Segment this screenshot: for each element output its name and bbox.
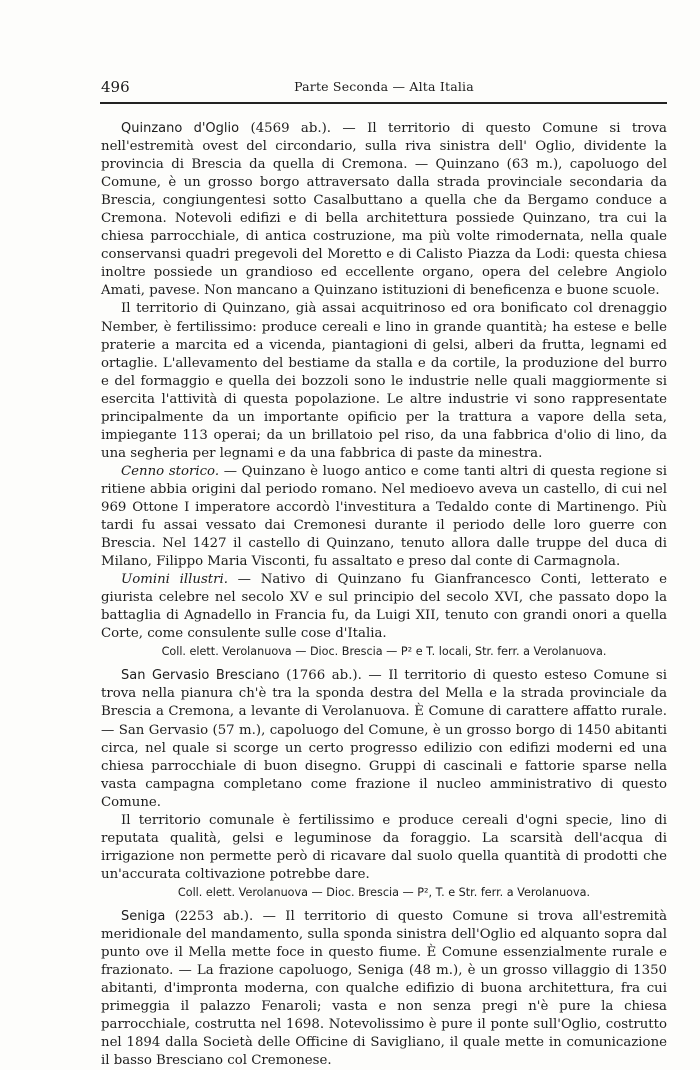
- paragraph-caption: Cenno storico.: [121, 463, 220, 479]
- section-paragraph: [101, 300, 667, 462]
- section-paragraph: [101, 812, 667, 884]
- section-paragraph: [101, 667, 667, 811]
- paragraph-text: (2253 ab.). — Il territorio di questo Comune si trova all'estremità meridionale del mandamento, sulla sponda sinistra dell'Oglio ed alquanto sopra dal punto ove il Mella mette foce in questo fiume. È Comune essenzialmente rurale e frazionato. — La frazione capoluogo, Seniga (48 m.), è un grosso villaggio di 1350 abitanti, d'impronta moderna, con qualche edifizio di buona architettura, fra cui primeggia il palazzo Fenaroli; vasta e non senza pregi n'è pure la chiesa parrocchiale, costrutta nel 1698. Notevolissimo è pure il ponte sull'Oglio, costrutto nel 1894 dalla Società delle Officine di Savigliano, il quale mette in comunicazione il basso Bresciano col Cremonese.: [101, 908, 667, 1069]
- paragraph-caption: Uomini illustri.: [121, 572, 228, 588]
- section-paragraph: [101, 908, 667, 1070]
- section-paragraph: [101, 463, 667, 571]
- paragraph-text: — Nativo di Quinzano fu Gianfrancesco Conti, letterato e giurista celebre nel secolo XV e sul principio del secolo XVI, che passato dopo la battaglia di Agnadello in Francia fu, da Luigi XII, tenuto con grandi onori a quella Corte, come consulente sulle cose d'Italia.: [101, 572, 667, 642]
- section-paragraph: [101, 120, 667, 300]
- paragraph-text: (4569 ab.). — Il territorio di questo Comune si trova nell'estremità ovest del circondario, sulla riva sinistra dell' Oglio, dividente la provincia di Brescia da quella di Cremona. — Quinzano (63 m.), capoluogo del Comune, è un grosso borgo attraversato dalla strada provinciale secondaria da Brescia, congiungentesi sotto Casalbuttano a quella che da Bergamo conduce a Cremona. Notevoli edifizi e di bella architettura possiede Quinzano, tra cui la chiesa parrocchiale, di antica costruzione, ma più volte rimodernata, nella quale conservansi quadri pregevoli del Moretto e di Calisto Piazza da Lodi: questa chiesa inoltre possiede un grandioso ed eccellente organo, opera del celebre Angiolo Amati, pavese. Non mancano a Quinzano istituzioni di beneficenza e buone scuole.: [101, 121, 667, 299]
- paragraph-text: — Quinzano è luogo antico e come tanti altri di questa regione si ritiene abbia origini dal periodo romano. Nel medioevo aveva un castello, di cui nel 969 Ottone I imperatore accordò l'investitura a Tedaldo conte di Martinengo. Più tardi fu assai vessato dai Cremonesi durante il periodo delle loro guerre con Brescia. Nel 1427 il castello di Quinzano, tenuto allora dalle truppe del duca di Milano, Filippo Maria Visconti, fu assaltato e preso dal conte di Carmagnola.: [101, 463, 667, 570]
- section-paragraph: [101, 571, 667, 643]
- paragraph-text: (1766 ab.). — Il territorio di questo esteso Comune si trova nella pianura ch'è tra la sponda destra del Mella e la strada provinciale da Brescia a Cremona, a levante di Verolanuova. È Comune di carattere affatto rurale. — San Gervasio (57 m.), capoluogo del Comune, è un grosso borgo di 1450 abitanti circa, nel quale si scorge un certo progresso edilizio con edifizi moderni ed una chiesa parrocchiale di buon disegno. Gruppi di cascinali e fattorie sparse nella vasta campagna completano come frazione il nucleo amministrativo di questo Comune.: [101, 668, 667, 810]
- entry-title: San Gervasio Bresciano: [121, 668, 280, 684]
- section-note: Coll. elett. Verolanuova — Dioc. Brescia — P² e T. locali, Str. ferr. a Verolanuova.: [161, 645, 607, 659]
- running-title: Parte Seconda — Alta Italia: [294, 79, 474, 94]
- paragraph-text: Il territorio di Quinzano, già assai acquitrinoso ed ora bonificato col drenaggio Nember, è fertilissimo: produce cereali e lino in grande quantità; ha estese e belle praterie a marcita ed a vicenda, piantagioni di gelsi, alberi da frutta, legnami ed ortaglie. L'allevamento del bestiame da stalla e da cortile, la produzione del burro e del formaggio e quella dei bozzoli sono le industrie nelle quali maggiormente si esercita l'attività di questa popolazione. Le altre industrie vi sono rappresentate principalmente da un importante opificio per la trattura a vapore della seta, impiegante 113 operai; da un brillatoio pel riso, da una fabbrica d'olio di lino, da una segheria per legnami e da una fabbrica di paste da minestra.: [101, 301, 667, 461]
- paragraph-text: Il territorio comunale è fertilissimo e produce cereali d'ogni specie, lino di reputata qualità, gelsi e leguminose da foraggio. La scarsità dell'acqua di irrigazione non permette però di ricavare dal suolo quella quantità di prodotti che un'accurata coltivazione potrebbe dare.: [101, 812, 667, 882]
- page-body: [101, 120, 667, 1070]
- section-note: Coll. elett. Verolanuova — Dioc. Brescia — P², T. e Str. ferr. a Verolanuova.: [177, 885, 591, 899]
- entry-title: Seniga: [121, 908, 166, 924]
- header-rule: [100, 102, 667, 104]
- entry-title: Quinzano d'Oglio: [121, 121, 240, 136]
- running-head: [101, 78, 667, 98]
- page-number: 496: [101, 78, 130, 96]
